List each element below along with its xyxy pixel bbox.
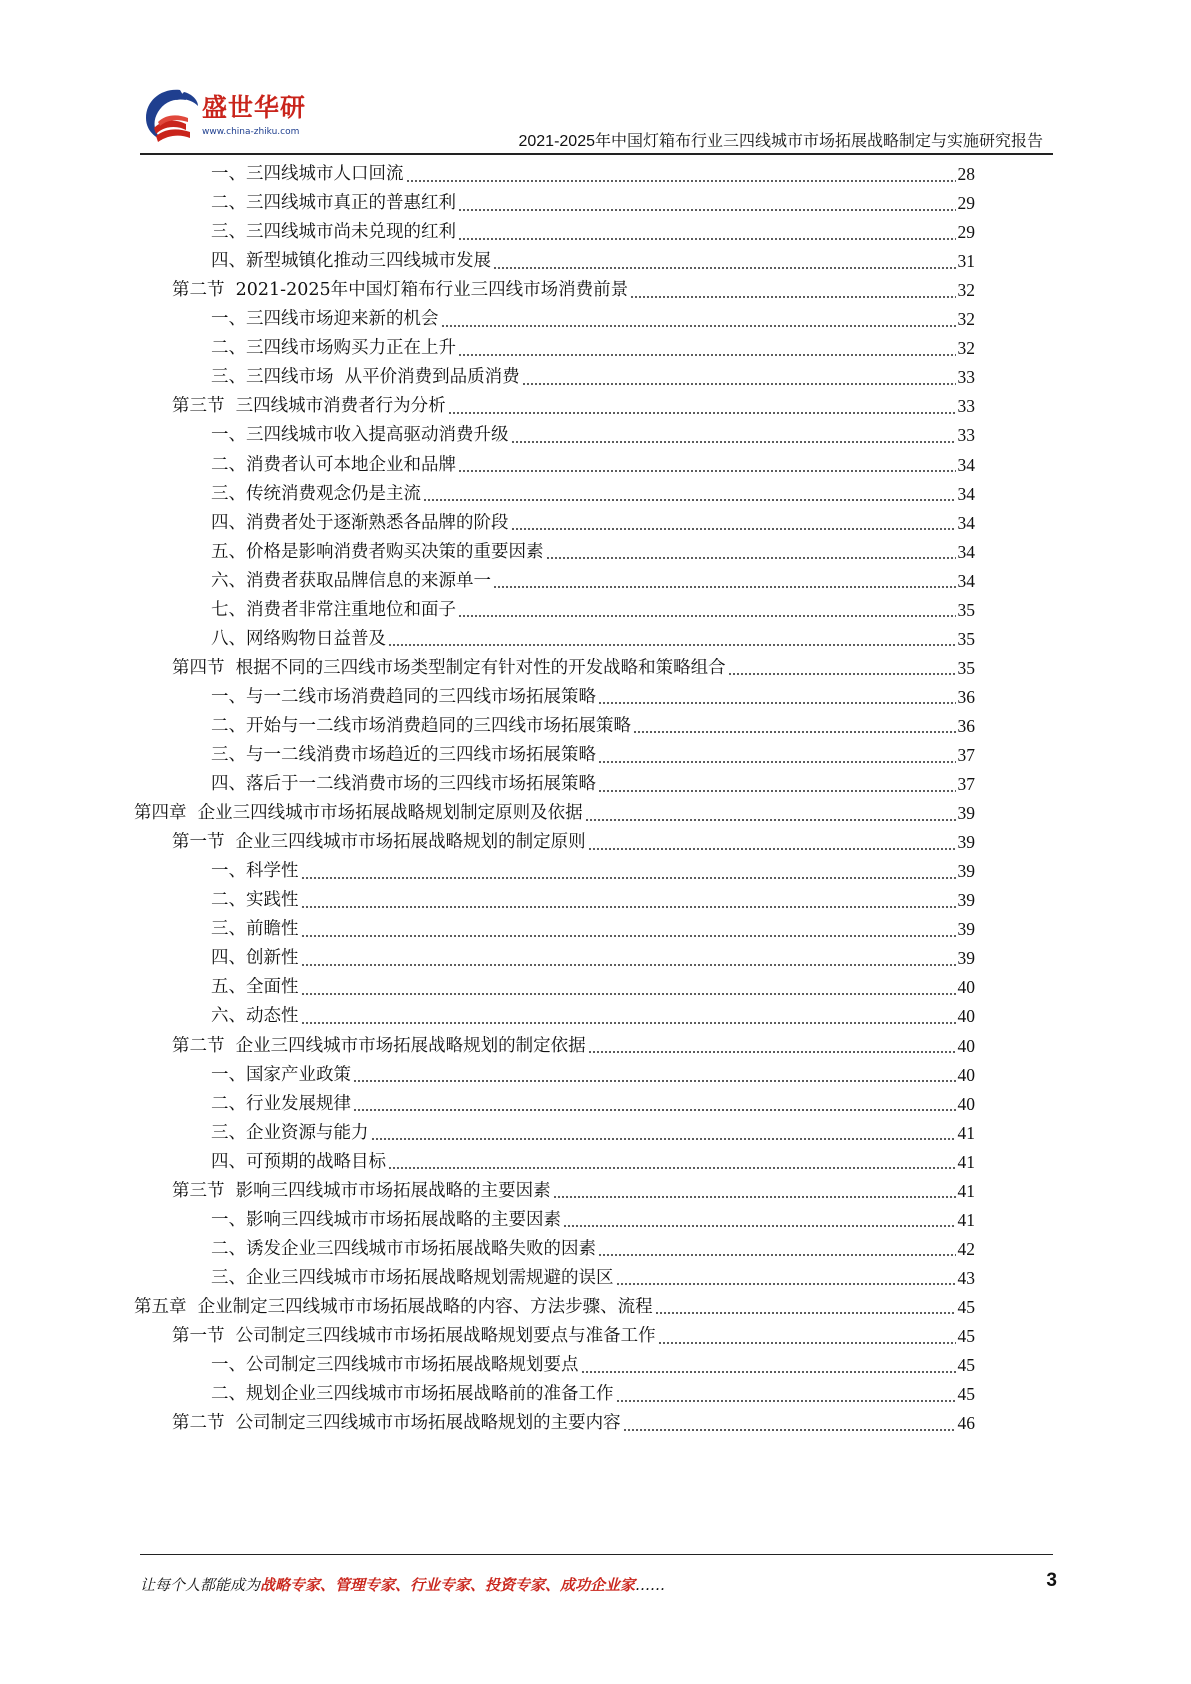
toc-entry-title: 六、消费者获取品牌信息的来源单一 (211, 570, 491, 591)
toc-entry-page: 39 (957, 861, 975, 882)
toc-entry-title: 第一节 企业三四线城市市场拓展战略规划的制定原则 (172, 832, 586, 853)
toc-entry[interactable] (211, 566, 975, 597)
toc-leader-dots (458, 354, 956, 356)
toc-entry-page: 33 (957, 367, 975, 388)
toc-entry-page: 45 (957, 1296, 975, 1317)
toc-entry-page: 29 (957, 193, 975, 214)
toc-entry[interactable] (211, 1234, 975, 1265)
toc-entry-page: 45 (957, 1355, 975, 1376)
toc-entry-title: 第二节 公司制定三四线城市市场拓展战略规划的主要内容 (172, 1413, 621, 1434)
toc-entry[interactable] (172, 1408, 975, 1439)
toc-leader-dots (598, 1254, 956, 1256)
toc-entry[interactable] (211, 1379, 975, 1410)
toc-entry-title: 四、创新性 (211, 948, 299, 969)
toc-entry-page: 45 (957, 1326, 975, 1346)
toc-leader-dots (388, 644, 956, 646)
toc-entry[interactable] (211, 479, 975, 510)
toc-entry-page: 32 (957, 280, 975, 301)
toc-leader-dots (728, 673, 956, 675)
toc-entry-title: 二、消费者认可本地企业和品牌 (211, 454, 456, 475)
toc-leader-dots (371, 1138, 956, 1140)
report-title: 2021-2025年中国灯箱布行业三四线城市市场拓展战略制定与实施研究报告 (518, 133, 1043, 150)
toc-entry-title: 五、价格是影响消费者购买决策的重要因素 (211, 541, 544, 562)
toc-entry-page: 41 (957, 1122, 975, 1143)
toc-entry-title: 第四节 根据不同的三四线市场类型制定有针对性的开发战略和策略组合 (172, 657, 726, 678)
toc-entry-title: 第二节 2021-2025年中国灯箱布行业三四线市场消费前景 (172, 280, 629, 301)
toc-entry[interactable] (211, 246, 975, 277)
toc-entry-title: 一、与一二线市场消费趋同的三四线市场拓展策略 (211, 686, 596, 707)
toc-entry[interactable] (211, 1001, 975, 1032)
toc-entry[interactable] (211, 856, 975, 887)
toc-entry-title: 二、诱发企业三四线城市市场拓展战略失败的因素 (211, 1238, 596, 1259)
toc-entry-page: 34 (957, 454, 975, 475)
toc-leader-dots (441, 325, 956, 327)
toc-entry-page: 40 (957, 1064, 975, 1085)
toc-entry-page: 40 (957, 977, 975, 998)
toc-entry-page: 34 (957, 541, 975, 562)
toc-entry-title: 一、国家产业政策 (211, 1064, 351, 1085)
toc-entry[interactable] (211, 1263, 975, 1294)
toc-entry-page: 39 (957, 919, 975, 940)
toc-entry[interactable] (211, 682, 975, 713)
toc-entry-page: 40 (957, 1006, 975, 1027)
toc-leader-dots (655, 1312, 956, 1314)
toc-entry[interactable] (134, 798, 975, 829)
toc-leader-dots (633, 731, 956, 733)
toc-leader-dots (406, 180, 956, 182)
toc-entry[interactable] (211, 1350, 975, 1381)
toc-entry-page: 40 (957, 1093, 975, 1114)
footer-slogan-highlight: 战略专家、管理专家、行业专家、投资专家、成功企业家 (260, 1576, 636, 1594)
page-number: 3 (1046, 1570, 1057, 1591)
footer-divider (140, 1554, 1053, 1555)
toc-entry-title: 二、三四线城市真正的普惠红利 (211, 193, 456, 214)
toc-entry-page: 39 (957, 803, 975, 824)
toc-leader-dots (388, 1167, 956, 1169)
toc-entry-title: 三、三四线城市尚未兑现的红利 (211, 222, 456, 243)
toc-leader-dots (546, 557, 956, 559)
toc-entry[interactable] (172, 653, 975, 684)
toc-leader-dots (598, 761, 956, 763)
toc-entry[interactable] (172, 391, 975, 422)
toc-entry[interactable] (211, 885, 975, 916)
toc-leader-dots (616, 1283, 956, 1285)
toc-entry-title: 一、三四线城市收入提高驱动消费升级 (211, 425, 509, 446)
toc-entry-title: 八、网络购物日益普及 (211, 628, 386, 649)
toc-leader-dots (301, 935, 956, 937)
toc-entry-title: 二、实践性 (211, 890, 299, 911)
toc-entry-page: 41 (957, 1151, 975, 1172)
toc-leader-dots (511, 441, 956, 443)
company-logo (140, 84, 315, 150)
toc-entry-title: 四、消费者处于逐渐熟悉各品牌的阶段 (211, 512, 509, 533)
page-header (0, 0, 1191, 160)
toc-leader-dots (423, 499, 956, 501)
toc-leader-dots (493, 267, 956, 269)
toc-leader-dots (658, 1342, 956, 1344)
toc-leader-dots (458, 209, 956, 211)
toc-entry-page: 41 (957, 1180, 975, 1201)
toc-entry-page: 33 (957, 396, 975, 417)
toc-entry[interactable] (211, 159, 975, 190)
toc-leader-dots (353, 1080, 956, 1082)
toc-entry-page: 43 (957, 1267, 975, 1288)
toc-entry-page: 39 (957, 890, 975, 911)
toc-entry-page: 32 (957, 309, 975, 330)
toc-entry[interactable] (134, 1292, 975, 1323)
toc-entry-page: 34 (957, 483, 975, 504)
toc-entry-title: 第一节 公司制定三四线城市市场拓展战略规划要点与准备工作 (172, 1326, 656, 1346)
toc-entry-title: 三、前瞻性 (211, 919, 299, 940)
toc-leader-dots (598, 790, 956, 792)
toc-entry[interactable] (211, 624, 975, 655)
toc-entry[interactable] (211, 537, 975, 568)
toc-entry-title: 五、全面性 (211, 977, 299, 998)
toc-entry-page: 29 (957, 222, 975, 243)
toc-entry[interactable] (172, 275, 975, 306)
logo-emblem-icon (140, 84, 202, 146)
toc-entry-title: 三、企业三四线城市市场拓展战略规划需规避的误区 (211, 1267, 614, 1288)
toc-entry-title: 三、与一二线消费市场趋近的三四线市场拓展策略 (211, 745, 596, 765)
toc-entry-page: 33 (957, 425, 975, 446)
toc-leader-dots (301, 1022, 956, 1024)
toc-entry-page: 37 (957, 745, 975, 765)
toc-entry-page: 41 (957, 1209, 975, 1230)
toc-leader-dots (448, 412, 956, 414)
toc-leader-dots (585, 819, 956, 821)
toc-leader-dots (623, 1429, 956, 1431)
toc-entry-title: 一、三四线城市人口回流 (211, 164, 404, 184)
logo-url: www.china-zhiku.com (202, 127, 300, 137)
logo-text: 盛世华研 (202, 93, 307, 122)
toc-entry[interactable] (211, 595, 975, 626)
toc-entry-title: 第二节 企业三四线城市市场拓展战略规划的制定依据 (172, 1035, 586, 1056)
toc-entry-title: 三、传统消费观念仍是主流 (211, 483, 421, 504)
toc-entry-title: 四、新型城镇化推动三四线城市发展 (211, 251, 491, 272)
toc-entry[interactable] (172, 1031, 975, 1062)
toc-entry[interactable] (211, 1089, 975, 1120)
toc-entry-page: 39 (957, 832, 975, 853)
toc-entry[interactable] (211, 943, 975, 974)
toc-entry[interactable] (172, 827, 975, 858)
toc-entry[interactable] (211, 362, 975, 393)
toc-leader-dots (511, 528, 956, 530)
toc-entry-page: 45 (957, 1384, 975, 1405)
toc-entry-title: 第五章 企业制定三四线城市市场拓展战略的内容、方法步骤、流程 (134, 1296, 653, 1317)
toc-entry[interactable] (211, 769, 975, 800)
toc-entry[interactable] (211, 333, 975, 364)
footer-slogan (140, 1574, 665, 1595)
toc-entry[interactable] (172, 1321, 975, 1352)
toc-entry[interactable] (211, 420, 975, 451)
toc-leader-dots (522, 383, 956, 385)
toc-entry-title: 一、公司制定三四线城市市场拓展战略规划要点 (211, 1355, 579, 1376)
toc-entry-page: 36 (957, 715, 975, 736)
toc-entry-page: 35 (957, 657, 975, 678)
toc-entry-page: 39 (957, 948, 975, 969)
toc-entry-page: 35 (957, 628, 975, 649)
toc-entry-page: 34 (957, 512, 975, 533)
toc-leader-dots (553, 1196, 956, 1198)
toc-leader-dots (588, 848, 956, 850)
toc-entry-page: 34 (957, 570, 975, 591)
toc-entry[interactable] (172, 1176, 975, 1207)
toc-leader-dots (458, 615, 956, 617)
toc-entry-title: 一、影响三四线城市市场拓展战略的主要因素 (211, 1209, 561, 1230)
toc-entry[interactable] (211, 711, 975, 742)
header-divider (140, 153, 1053, 155)
toc-entry-title: 第三节 三四线城市消费者行为分析 (172, 396, 446, 417)
toc-entry-page: 32 (957, 338, 975, 359)
toc-leader-dots (588, 1051, 956, 1053)
toc-entry-page: 28 (957, 164, 975, 184)
toc-entry-page: 35 (957, 599, 975, 620)
toc-entry-page: 31 (957, 251, 975, 272)
toc-entry[interactable] (211, 450, 975, 481)
footer-slogan-prefix: 让每个人都能成为 (140, 1576, 261, 1594)
toc-entry[interactable] (211, 972, 975, 1003)
toc-leader-dots (301, 964, 956, 966)
toc-leader-dots (563, 1225, 956, 1227)
toc-entry-title: 第四章 企业三四线城市市场拓展战略规划制定原则及依据 (134, 803, 583, 824)
toc-entry-page: 42 (957, 1238, 975, 1259)
toc-entry[interactable] (211, 914, 975, 945)
toc-entry-title: 一、科学性 (211, 861, 299, 882)
toc-entry-title: 一、三四线市场迎来新的机会 (211, 309, 439, 330)
toc-entry[interactable] (211, 1118, 975, 1149)
toc-entry[interactable] (211, 740, 975, 771)
toc-entry-page: 40 (957, 1035, 975, 1056)
toc-entry-title: 二、规划企业三四线城市市场拓展战略前的准备工作 (211, 1384, 614, 1405)
toc-entry-title: 四、可预期的战略目标 (211, 1151, 386, 1172)
toc-entry-page: 36 (957, 686, 975, 707)
toc-entry-title: 二、开始与一二线市场消费趋同的三四线市场拓展策略 (211, 715, 631, 736)
toc-leader-dots (458, 238, 956, 240)
toc-entry-page: 46 (957, 1413, 975, 1434)
toc-entry-title: 三、企业资源与能力 (211, 1122, 369, 1143)
toc-leader-dots (353, 1109, 956, 1111)
toc-entry-title: 二、三四线市场购买力正在上升 (211, 338, 456, 359)
toc-leader-dots (581, 1371, 956, 1373)
toc-entry-page: 37 (957, 774, 975, 795)
toc-leader-dots (598, 702, 956, 704)
toc-entry-title: 三、三四线市场 从平价消费到品质消费 (211, 367, 520, 388)
toc-leader-dots (301, 906, 956, 908)
toc-entry[interactable] (211, 508, 975, 539)
toc-leader-dots (630, 296, 955, 298)
toc-leader-dots (301, 993, 956, 995)
toc-entry[interactable] (211, 1147, 975, 1178)
toc-entry[interactable] (211, 217, 975, 248)
toc-leader-dots (493, 586, 956, 588)
toc-entry[interactable] (211, 1060, 975, 1091)
toc-leader-dots (458, 470, 956, 472)
toc-entry[interactable] (211, 1205, 975, 1236)
footer-slogan-suffix: …… (635, 1576, 666, 1594)
toc-entry-title: 第三节 影响三四线城市市场拓展战略的主要因素 (172, 1180, 551, 1201)
toc-leader-dots (301, 877, 956, 879)
toc-entry-title: 六、动态性 (211, 1006, 299, 1027)
toc-entry[interactable] (211, 304, 975, 335)
toc-entry[interactable] (211, 188, 975, 219)
toc-entry-title: 七、消费者非常注重地位和面子 (211, 599, 456, 620)
toc-entry-title: 二、行业发展规律 (211, 1093, 351, 1114)
toc-leader-dots (616, 1400, 956, 1402)
toc-entry-title: 四、落后于一二线消费市场的三四线市场拓展策略 (211, 774, 596, 795)
